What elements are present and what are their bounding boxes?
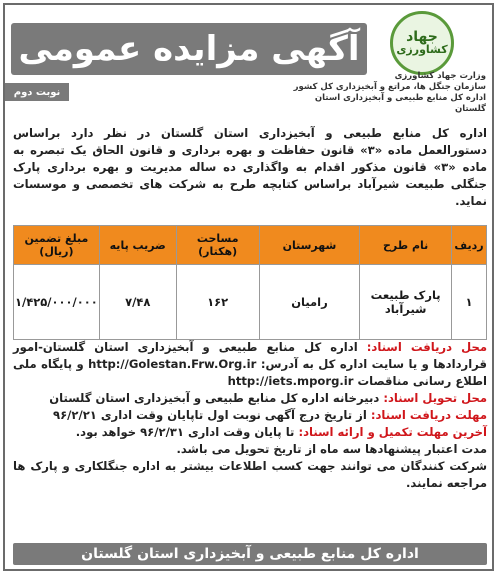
logo-text-sub: کشاورزی: [396, 43, 448, 56]
intro-text: در نظر دارد براساس دستورالعمل ماده «۳» قانون حفاظت و بهره برداری و قانون الحاق یک تبصره به ماده «۳» قانون مذکور اقدام به واگذاری ده ساله مدیریت و بهره برداری پارک جنگلی طبیعت شیرآباد براساس کتابچه طرح به شرکت های تخصصی و موسسات نماید.: [13, 126, 487, 208]
ad-header: [5, 5, 492, 117]
mohlat-label: مهلت دریافت اسناد:: [370, 408, 487, 422]
golestan-url-link[interactable]: http://Golestan.Frw.Org.ir: [88, 357, 257, 371]
org-line-ministry: وزارت جهاد کشاورزی: [394, 71, 486, 81]
header-name: نام طرح: [360, 226, 452, 265]
logo-text-main: جهاد: [406, 29, 438, 45]
tahvil-label: محل تحویل اسناد:: [383, 391, 487, 405]
intro-organization: اداره کل منابع طبیعی و آبخیزداری استان گلستان: [160, 126, 487, 140]
etebar-line: مدت اعتبار پیشنهادها سه ماه از تاریخ تحویل می باشد.: [176, 442, 487, 456]
ad-frame: [3, 3, 494, 571]
jahad-logo-icon: [390, 11, 454, 75]
tahvil-text: دبیرخانه اداره کل منابع طبیعی و آبخیزداری استان گلستان: [49, 391, 384, 405]
tahvil-line: [13, 390, 487, 407]
cell-shahr: رامیان: [259, 265, 359, 340]
sherkat-line: شرکت کنندگان می توانند جهت کسب اطلاعات بیشتر به اداره جنگلکاری و پارک ها مراجعه نمایند.: [13, 459, 487, 490]
header-radif: ردیف: [452, 226, 487, 265]
org-line-organization: سازمان جنگل ها، مراتع و آبخیزداری کل کشور: [293, 82, 486, 92]
daryaft-text: اداره کل منابع طبیعی و آبخیزداری استان گلستان-امور قراردادها و یا سایت اداره کل به آدرس:: [13, 340, 487, 371]
daryaft-label: محل دریافت اسناد:: [366, 340, 487, 354]
table-row: [14, 265, 487, 340]
org-lines: [286, 71, 486, 115]
iets-url-link[interactable]: http://iets.mporg.ir: [227, 374, 354, 388]
footer-band: اداره کل منابع طبیعی و آبخیزداری استان گلستان: [13, 543, 487, 565]
daryaft-line: [13, 339, 487, 390]
intro-paragraph: [13, 125, 487, 210]
akharin-label: آخرین مهلت تکمیل و ارائه اسناد:: [298, 425, 487, 439]
mohlat-line: [13, 407, 487, 424]
cell-tazmin: ۱/۴۲۵/۰۰۰/۰۰۰: [14, 265, 100, 340]
daryaft-text2: و پایگاه ملی اطلاع رسانی مناقصات: [13, 357, 487, 388]
cell-zarib: ۷/۴۸: [99, 265, 176, 340]
header-shahr: شهرستان: [259, 226, 359, 265]
table-header-row: [14, 226, 487, 265]
org-line-office: اداره کل منابع طبیعی و آبخیزداری استان گلستان: [314, 93, 486, 114]
cell-name: پارک طبیعت شیرآباد: [360, 265, 452, 340]
details-section: [13, 339, 487, 492]
ad-title: آگهی مزایده عمومی: [11, 23, 367, 75]
cell-masahat: ۱۶۲: [176, 265, 259, 340]
items-table: [13, 225, 487, 340]
header-masahat: مساحت (هکتار): [176, 226, 259, 265]
cell-radif: ۱: [452, 265, 487, 340]
akharin-line: [13, 424, 487, 441]
akharin-text: تا پایان وقت اداری ۹۶/۲/۳۱ خواهد بود.: [75, 425, 299, 439]
mohlat-text: از تاریخ درج آگهی نوبت اول تاپایان وقت اداری ۹۶/۲/۲۱: [53, 408, 371, 422]
header-tazmin: مبلغ تضمین (ریال): [14, 226, 100, 265]
header-zarib: ضریب پایه: [99, 226, 176, 265]
nobat-badge: نوبت دوم: [5, 83, 69, 101]
